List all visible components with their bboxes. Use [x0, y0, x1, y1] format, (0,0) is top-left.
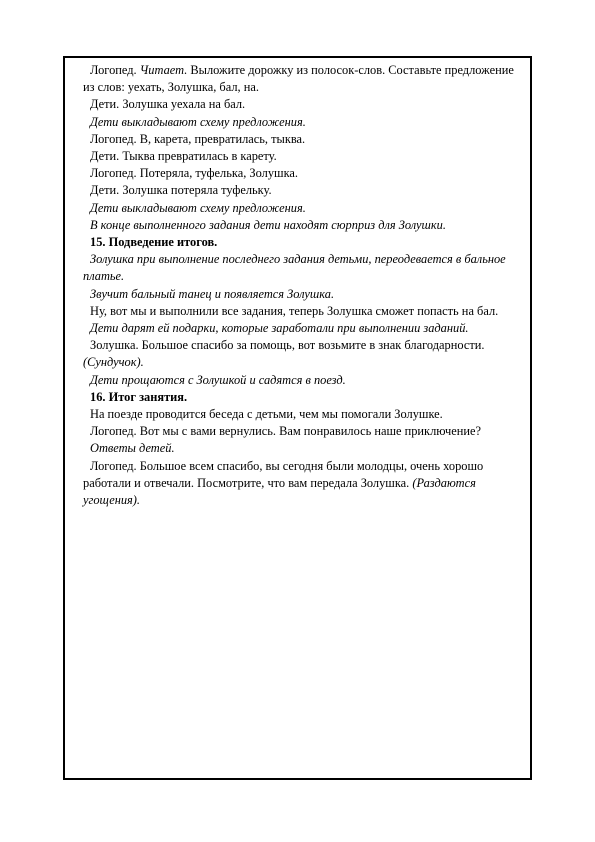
stage-direction: Звучит бальный танец и появляется Золушка. — [90, 286, 335, 301]
stage-direction: Дети прощаются с Золушкой и садятся в поезд. — [90, 372, 346, 387]
paragraph-16 — [83, 372, 523, 389]
paragraph-18 — [83, 406, 523, 423]
speech-text: Выложите дорожку из полосок-слов. Составьте предложение из слов: уехать, Золушка, бал, на. — [83, 63, 514, 95]
section-heading: 15. Подведение итогов. — [90, 235, 218, 250]
stage-direction: Дети дарят ей подарки, которые заработали при выполнении заданий. — [90, 321, 469, 336]
speech-text: Логопед. Большое всем спасибо, вы сегодня были молодцы, очень хорошо работали и отвечали. Посмотрите, что вам передала Золушка. — [83, 458, 484, 490]
paragraph-11 — [83, 251, 523, 285]
speech-text: Дети. Золушка потеряла туфельку. — [90, 183, 272, 198]
paragraph-19 — [83, 423, 523, 440]
stage-direction: В конце выполненного задания дети находят сюрприз для Золушки. — [90, 217, 446, 232]
stage-direction: Золушка при выполнение последнего задания детьми, переодевается в бальное платье. — [83, 252, 506, 284]
paragraph-15 — [83, 337, 523, 371]
speech-text: Логопед. Потеряла, туфелька, Золушка. — [90, 166, 299, 181]
stage-direction: Дети выкладывают схему предложения. — [90, 114, 306, 129]
stage-direction: (Сундучок). — [83, 355, 144, 370]
speech-text: Дети. Золушка уехала на бал. — [90, 97, 246, 112]
section-heading-16 — [83, 389, 523, 406]
stage-direction: (Раздаются угощения). — [83, 475, 476, 508]
paragraph-4 — [83, 131, 523, 148]
paragraph-12 — [83, 286, 523, 303]
stage-direction: Читает. — [139, 63, 188, 77]
speech-text: Дети. Тыква превратилась в карету. — [90, 149, 277, 164]
speech-text: Золушка. Большое спасибо за помощь, вот возьмите в знак благодарности. — [90, 338, 485, 353]
document-body — [83, 62, 523, 509]
section-heading-15 — [83, 234, 523, 251]
paragraph-20 — [83, 440, 523, 457]
paragraph-13 — [83, 303, 523, 320]
paragraph-14 — [83, 320, 523, 337]
stage-direction: Ответы детей. — [90, 441, 175, 456]
section-heading: 16. Итог занятия. — [90, 389, 188, 404]
paragraph-5 — [83, 148, 523, 165]
speech-text: Ну, вот мы и выполнили все задания, теперь Золушка сможет попасть на бал. — [90, 303, 499, 318]
speech-text: На поезде проводится беседа с детьми, чем мы помогали Золушке. — [90, 407, 443, 422]
speaker-text: Логопед. — [90, 63, 140, 77]
stage-direction: Дети выкладывают схему предложения. — [90, 200, 306, 215]
speech-text: Логопед. Вот мы с вами вернулись. Вам понравилось наше приключение? — [90, 424, 482, 439]
paragraph-21 — [83, 458, 523, 510]
paragraph-3 — [83, 114, 523, 131]
paragraph-9 — [83, 217, 523, 234]
paragraph-8 — [83, 200, 523, 217]
paragraph-7 — [83, 182, 523, 199]
paragraph-2 — [83, 96, 523, 113]
speech-text: Логопед. В, карета, превратилась, тыква. — [90, 131, 306, 146]
paragraph-6 — [83, 165, 523, 182]
paragraph-1 — [83, 62, 523, 96]
